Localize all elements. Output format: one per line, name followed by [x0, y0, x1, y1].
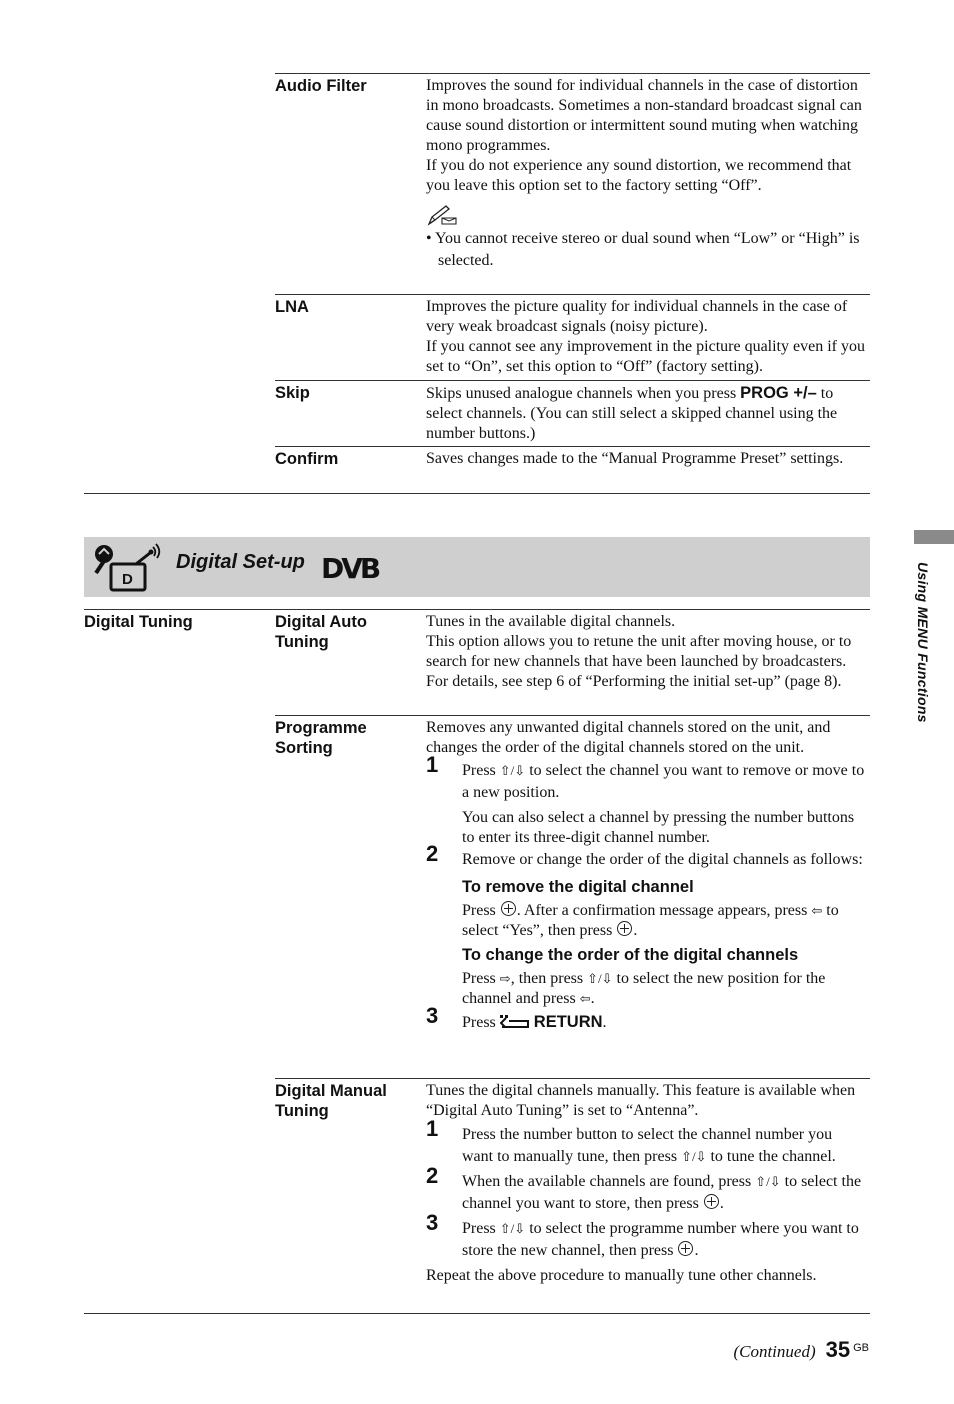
- digital-setup-icon: [90, 543, 162, 599]
- continued-label: (Continued): [733, 1342, 816, 1361]
- step-text: .: [694, 1242, 699, 1259]
- row-label-programme-sorting: Programme Sorting: [275, 719, 367, 757]
- audio-filter-note: • You cannot receive stereo or dual sound when “Low” or “High” is selected.: [426, 230, 860, 269]
- group-label-digital-tuning: Digital Tuning: [84, 613, 193, 631]
- left-arrow-icon: ⇦: [811, 903, 823, 918]
- inline-text: .: [590, 990, 595, 1007]
- lna-text-2: If you cannot see any improvement in the picture quality even if you set to “On”, set this option to “Off” (factory setting).: [426, 338, 865, 375]
- lna-text-1: Improves the picture quality for individual channels in the case of very weak broadcast signals (noisy picture).: [426, 298, 848, 335]
- row-label-audio-filter: Audio Filter: [275, 77, 367, 95]
- step-text: to select the channel you want to store, then press: [462, 1173, 862, 1212]
- rule-digital-end: [84, 1313, 870, 1314]
- row-desc-digital-manual-tuning: [426, 1081, 866, 1286]
- skip-text-pre: Skips unused analogue channels when you press: [426, 385, 741, 402]
- sidebar-tab-marker: [914, 530, 954, 544]
- step-number: 2: [426, 1163, 439, 1188]
- manual-intro: Tunes the digital channels manually. This feature is available when “Digital Auto Tuning” is set to “Antenna”.: [426, 1082, 856, 1119]
- up-down-arrow-icon: ⇧/⇩: [755, 1174, 781, 1189]
- sorting-step-3: [426, 1003, 866, 1034]
- dvb-logo-text: DVB: [321, 552, 379, 583]
- auto-text-2: This option allows you to retune the unit after moving house, or to search for new channels that have been launched by broadcasters. For details, see step 6 of “Performing the initial set-up” (page 8).: [426, 633, 852, 690]
- manual-step-1: [426, 1116, 866, 1168]
- row-label-lna: LNA: [275, 298, 309, 316]
- enter-button-icon: [678, 1241, 693, 1256]
- change-order-text: [426, 969, 866, 1009]
- rule-sorting: [275, 715, 870, 716]
- inline-text: , then press: [510, 970, 588, 987]
- up-down-arrow-icon: ⇧/⇩: [499, 763, 526, 778]
- dvb-logo: [320, 551, 384, 589]
- step-text: When the available channels are found, press: [462, 1173, 756, 1190]
- row-label-confirm: Confirm: [275, 450, 339, 468]
- svg-text:D: D: [122, 571, 133, 588]
- row-desc-confirm: [426, 449, 866, 469]
- return-icon: [500, 1014, 530, 1028]
- step-number: 1: [426, 752, 439, 777]
- row-desc-audio-filter: [426, 76, 866, 272]
- sorting-step-1: [426, 752, 866, 804]
- right-arrow-icon: ⇨: [499, 971, 511, 986]
- up-down-arrow-icon: ⇧/⇩: [587, 971, 613, 986]
- rule-digital-top: [84, 609, 870, 610]
- section-header-band: [84, 537, 870, 597]
- enter-button-icon: [704, 1194, 719, 1209]
- rule-manual: [275, 1078, 870, 1079]
- row-desc-skip: [426, 383, 866, 444]
- step-text: Remove or change the order of the digital channels as follows:: [462, 851, 863, 868]
- inline-text: to select “Yes”, then press: [462, 902, 839, 939]
- step-text: to select the channel you want to remove or move to a new position.: [462, 762, 865, 801]
- step-text: Press: [462, 762, 500, 779]
- row-label-digital-auto-tuning: Digital Auto Tuning: [275, 613, 367, 651]
- step-text: Press the number button to select the channel number you want to manually tune, then press: [462, 1126, 833, 1165]
- auto-text-1: Tunes in the available digital channels.: [426, 613, 676, 630]
- step-text: to select the programme number where you want to store the new channel, then press: [462, 1220, 859, 1259]
- rule-top-table-end: [84, 493, 870, 494]
- audio-filter-text-1: Improves the sound for individual channels in the case of distortion in mono broadcasts. Sometimes a non-standard broadcast signal can cause sound distortion or intermittent sound muting when watching mono programmes.: [426, 77, 862, 154]
- inline-text: .: [633, 922, 638, 939]
- page-number: 35: [825, 1337, 851, 1362]
- step-text: Press: [462, 1220, 500, 1237]
- inline-text: . After a confirmation message appears, press: [516, 902, 812, 919]
- manual-step-3: [426, 1210, 866, 1262]
- region-code: GB: [853, 1342, 869, 1354]
- rule-top: [275, 73, 870, 74]
- skip-text-post: to select channels. (You can still select a skipped channel using the number buttons.): [426, 385, 838, 442]
- up-down-arrow-icon: ⇧/⇩: [681, 1149, 707, 1164]
- enter-button-icon: [617, 921, 632, 936]
- row-label-digital-manual-tuning: Digital Manual Tuning: [275, 1082, 387, 1120]
- inline-text: to select the new position for the channel and press: [462, 970, 826, 1007]
- manual-step-2: [426, 1163, 866, 1215]
- step-number: 2: [426, 841, 439, 866]
- step-number: 3: [426, 1210, 439, 1235]
- inline-text: Press: [462, 902, 500, 919]
- step-text: .: [602, 1014, 607, 1031]
- confirm-text: Saves changes made to the “Manual Programme Preset” settings.: [426, 450, 844, 467]
- remove-channel-text: [426, 901, 866, 941]
- rule-skip: [275, 380, 870, 381]
- inline-text: Press: [462, 970, 500, 987]
- rule-lna: [275, 294, 870, 295]
- left-arrow-icon: ⇦: [579, 991, 591, 1006]
- step-text: .: [719, 1195, 724, 1212]
- step-number: 3: [426, 1003, 439, 1028]
- row-desc-programme-sorting: [426, 718, 866, 1034]
- note-pencil-icon: [426, 204, 866, 226]
- page-footer: [733, 1338, 869, 1363]
- sidebar-section-label: Using MENU Functions: [915, 562, 931, 723]
- section-title: Digital Set-up: [176, 551, 305, 573]
- remove-channel-heading: To remove the digital channel: [462, 878, 694, 896]
- row-label-skip: Skip: [275, 384, 310, 402]
- row-desc-lna: [426, 297, 866, 377]
- audio-filter-text-2: If you do not experience any sound distortion, we recommend that you leave this option set to the factory setting “Off”.: [426, 157, 852, 194]
- enter-button-icon: [501, 901, 516, 916]
- return-button-label: RETURN: [533, 1013, 603, 1031]
- sorting-step-2: [426, 841, 866, 871]
- rule-confirm: [275, 446, 870, 447]
- step-number: 1: [426, 1116, 439, 1141]
- manual-outro: Repeat the above procedure to manually tune other channels.: [426, 1267, 817, 1284]
- sorting-intro: Removes any unwanted digital channels stored on the unit, and changes the order of the digital channels stored on the unit.: [426, 719, 831, 756]
- row-desc-digital-auto-tuning: [426, 612, 866, 692]
- change-order-heading: To change the order of the digital channels: [462, 946, 799, 964]
- step-text: to tune the channel.: [706, 1148, 836, 1165]
- prog-button-label: PROG +/–: [740, 384, 817, 402]
- sorting-step-1-extra: You can also select a channel by pressing the number buttons to enter its three-digit channel number.: [462, 809, 855, 846]
- up-down-arrow-icon: ⇧/⇩: [499, 1221, 526, 1236]
- step-text: Press: [462, 1014, 500, 1031]
